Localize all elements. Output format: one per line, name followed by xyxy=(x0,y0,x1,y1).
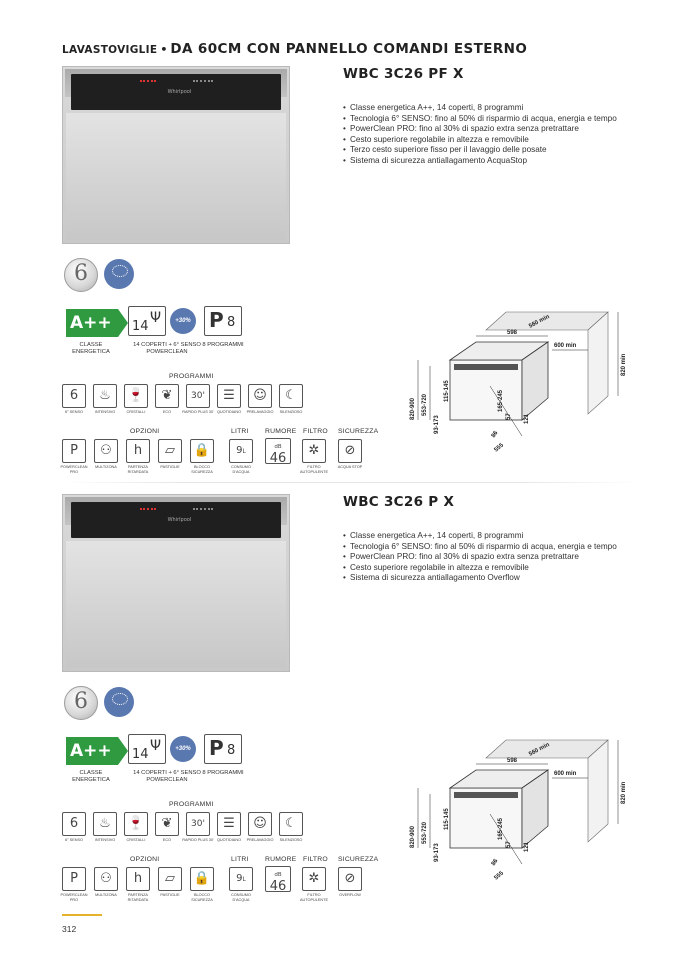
option-label: PARTENZA RITARDATA xyxy=(127,893,149,902)
sixth-sense-logo-icon: 6 xyxy=(64,258,98,292)
dim-h2-range: 553-720 xyxy=(422,821,428,844)
dim-cabinet-width: 600 min xyxy=(554,771,577,777)
section-rumore: RUMORE xyxy=(265,856,297,863)
program-label: RAPIDO PLUS 30' xyxy=(182,838,214,842)
dim-121: 121 xyxy=(524,841,530,852)
option-label: POWERCLEAN PRO xyxy=(60,893,88,902)
door-panel xyxy=(66,113,286,240)
powerclean-pro-logo-icon xyxy=(104,687,134,717)
option-label: PASTIGLIE xyxy=(160,465,180,469)
dim-555: 555 xyxy=(493,870,505,882)
product-photo xyxy=(62,494,290,672)
program-label: CRISTALLI xyxy=(126,410,146,414)
lock-icon: 🔒 xyxy=(190,439,214,463)
programs-label: 8 PROGRAMMI xyxy=(202,770,244,776)
programs-icon: P 8 xyxy=(204,734,242,764)
filter-icon: ✲ xyxy=(302,867,326,891)
dim-depth-min: 560 min xyxy=(528,741,551,758)
door-panel xyxy=(66,541,286,668)
option-label: BLOCCO SICUREZZA xyxy=(191,893,213,902)
section-divider xyxy=(62,482,640,483)
safety-label: ACQUA STOP xyxy=(337,465,363,469)
glasses-icon: 🍷 xyxy=(124,384,148,408)
dim-plinth: 93-173 xyxy=(434,843,440,862)
section-opzioni: OPZIONI xyxy=(130,428,160,435)
coperti-icon: 14 Ψ xyxy=(128,306,166,336)
feature-item: • Tecnologia 6° SENSO: fino al 50% di risparmio di acqua, energia e tempo xyxy=(343,114,633,125)
program-label: 6° SENSO xyxy=(65,838,83,842)
feature-item: • Classe energetica A++, 14 coperti, 8 programmi xyxy=(343,103,633,114)
coperti-icon: 14 Ψ xyxy=(128,734,166,764)
dim-cabinet-width: 600 min xyxy=(554,343,577,349)
pot-icon: ♨ xyxy=(93,812,117,836)
coperti-label: 14 COPERTI + 6° SENSO POWERCLEAN xyxy=(133,770,201,783)
option-label: MULTIZONA xyxy=(95,893,117,897)
feature-item: • Sistema di sicurezza antiallagamento AcquaStop xyxy=(343,156,633,167)
product-photo xyxy=(62,66,290,244)
energy-label: CLASSE ENERGETICA xyxy=(72,342,110,355)
option-label: POWERCLEAN PRO xyxy=(60,465,88,474)
daily-icon: ☰ xyxy=(217,812,241,836)
feature-item: • Sistema di sicurezza antiallagamento Overflow xyxy=(343,573,633,584)
dim-side: 165-245 xyxy=(498,817,504,840)
water-consumption-icon: 9L xyxy=(229,867,253,891)
powerclean-pro-icon: P xyxy=(62,867,86,891)
installation-diagram xyxy=(402,714,634,882)
noise-icon: dB 46 xyxy=(265,438,291,464)
feature-item: • Terzo cesto superiore fisso per il lavaggio delle posate xyxy=(343,145,633,156)
dim-86: 86 xyxy=(490,430,500,440)
program-label: PRELAVAGGIO xyxy=(246,410,274,414)
sixth-sense-logo-icon: 6 xyxy=(64,686,98,720)
option-label: PARTENZA RITARDATA xyxy=(127,465,149,474)
dim-height-min: 820 min xyxy=(621,353,627,376)
dim-adj: 115-145 xyxy=(444,808,450,830)
water-consumption-label: CONSUMO D'ACQUA xyxy=(231,465,251,474)
section-litri: LITRI xyxy=(231,428,249,435)
daily-icon: ☰ xyxy=(217,384,241,408)
dim-57: 57 xyxy=(506,841,512,848)
category-label: LAVASTOVIGLIE xyxy=(62,44,158,56)
feature-item: • PowerClean PRO: fino al 30% di spazio extra senza pretrattare xyxy=(343,124,633,135)
filter-icon: ✲ xyxy=(302,439,326,463)
tablet-icon: ▱ xyxy=(158,439,182,463)
leaf-icon: ❦ xyxy=(155,812,179,836)
section-programmi: PROGRAMMI xyxy=(169,373,214,380)
section-sicurezza: SICUREZZA xyxy=(338,856,379,863)
program-label: INTENSIVO xyxy=(94,410,116,414)
page-number-bar xyxy=(62,914,102,916)
dim-side: 165-245 xyxy=(498,389,504,412)
powerclean-30-icon: +30% xyxy=(170,736,196,762)
dim-h-range: 820-900 xyxy=(410,825,416,848)
multizone-icon: ⚇ xyxy=(94,439,118,463)
option-label: MULTIZONA xyxy=(95,465,117,469)
header-separator: • xyxy=(160,43,168,56)
dim-555: 555 xyxy=(493,442,505,454)
feature-item: • PowerClean PRO: fino al 30% di spazio extra senza pretrattare xyxy=(343,552,633,563)
program-label: CRISTALLI xyxy=(126,838,146,842)
product-block xyxy=(0,66,686,506)
section-filtro: FILTRO xyxy=(303,428,328,435)
feature-item: • Cesto superiore regolabile in altezza e removibile xyxy=(343,135,633,146)
dim-depth-min: 560 min xyxy=(528,313,551,330)
program-label: QUOTIDIANO xyxy=(216,410,242,414)
product-block xyxy=(0,494,686,934)
silent-icon: ☾ xyxy=(279,812,303,836)
prewash-icon: ☺ xyxy=(248,384,272,408)
programs-label: 8 PROGRAMMI xyxy=(202,342,244,348)
pot-icon: ♨ xyxy=(93,384,117,408)
dim-h2-range: 553-720 xyxy=(422,393,428,416)
delay-start-icon: h xyxy=(126,867,150,891)
page-title: DA 60CM CON PANNELLO COMANDI ESTERNO xyxy=(170,41,528,57)
dim-86: 86 xyxy=(490,858,500,868)
filter-label: FILTRO AUTOPULENTE xyxy=(300,465,328,474)
powerclean-pro-icon: P xyxy=(62,439,86,463)
program-label: INTENSIVO xyxy=(94,838,116,842)
control-panel: Whirlpool xyxy=(71,74,281,110)
option-label: BLOCCO SICUREZZA xyxy=(191,465,213,474)
rapid-30-icon: 30' xyxy=(186,812,210,836)
page-header xyxy=(62,38,527,57)
feature-item: • Tecnologia 6° SENSO: fino al 50% di risparmio di acqua, energia e tempo xyxy=(343,542,633,553)
section-opzioni: OPZIONI xyxy=(130,856,160,863)
glasses-icon: 🍷 xyxy=(124,812,148,836)
program-label: RAPIDO PLUS 30' xyxy=(182,410,214,414)
prewash-icon: ☺ xyxy=(248,812,272,836)
leaf-icon: ❦ xyxy=(155,384,179,408)
program-label: ECO xyxy=(162,838,172,842)
dim-adj: 115-145 xyxy=(444,380,450,402)
program-label: PRELAVAGGIO xyxy=(246,838,274,842)
dim-width: 598 xyxy=(506,330,518,336)
energy-label: CLASSE ENERGETICA xyxy=(72,770,110,783)
section-litri: LITRI xyxy=(231,856,249,863)
section-rumore: RUMORE xyxy=(265,428,297,435)
dim-height-min: 820 min xyxy=(621,781,627,804)
noise-icon: dB 46 xyxy=(265,866,291,892)
multizone-icon: ⚇ xyxy=(94,867,118,891)
program-label: SILENZIOSO xyxy=(279,838,303,842)
dim-plinth: 93-173 xyxy=(434,415,440,434)
safety-icon: ⊘ xyxy=(338,867,362,891)
program-label: ECO xyxy=(162,410,172,414)
lock-icon: 🔒 xyxy=(190,867,214,891)
feature-item: • Cesto superiore regolabile in altezza e removibile xyxy=(343,563,633,574)
program-label: QUOTIDIANO xyxy=(216,838,242,842)
delay-start-icon: h xyxy=(126,439,150,463)
product-model: WBC 3C26 P X xyxy=(343,494,455,510)
safety-label: OVERFLOW xyxy=(339,893,361,897)
energy-class-badge: A++ xyxy=(66,737,118,765)
page-number: 312 xyxy=(62,924,77,934)
section-filtro: FILTRO xyxy=(303,856,328,863)
water-consumption-icon: 9L xyxy=(229,439,253,463)
dim-h-range: 820-900 xyxy=(410,397,416,420)
option-label: PASTIGLIE xyxy=(160,893,180,897)
tablet-icon: ▱ xyxy=(158,867,182,891)
sixth-sense-icon: 6 xyxy=(62,812,86,836)
coperti-label: 14 COPERTI + 6° SENSO POWERCLEAN xyxy=(133,342,201,355)
energy-class-badge: A++ xyxy=(66,309,118,337)
dim-121: 121 xyxy=(524,413,530,424)
feature-list xyxy=(343,531,633,584)
sixth-sense-icon: 6 xyxy=(62,384,86,408)
programs-icon: P 8 xyxy=(204,306,242,336)
program-label: 6° SENSO xyxy=(65,410,83,414)
section-programmi: PROGRAMMI xyxy=(169,801,214,808)
installation-diagram xyxy=(402,286,634,454)
section-sicurezza: SICUREZZA xyxy=(338,428,379,435)
dim-width: 598 xyxy=(506,758,518,764)
control-panel: Whirlpool xyxy=(71,502,281,538)
powerclean-30-icon: +30% xyxy=(170,308,196,334)
product-model: WBC 3C26 PF X xyxy=(343,66,464,82)
filter-label: FILTRO AUTOPULENTE xyxy=(300,893,328,902)
rapid-30-icon: 30' xyxy=(186,384,210,408)
feature-item: • Classe energetica A++, 14 coperti, 8 programmi xyxy=(343,531,633,542)
powerclean-pro-logo-icon xyxy=(104,259,134,289)
water-consumption-label: CONSUMO D'ACQUA xyxy=(231,893,251,902)
dim-57: 57 xyxy=(506,413,512,420)
silent-icon: ☾ xyxy=(279,384,303,408)
feature-list xyxy=(343,103,633,167)
program-label: SILENZIOSO xyxy=(279,410,303,414)
safety-icon: ⊘ xyxy=(338,439,362,463)
